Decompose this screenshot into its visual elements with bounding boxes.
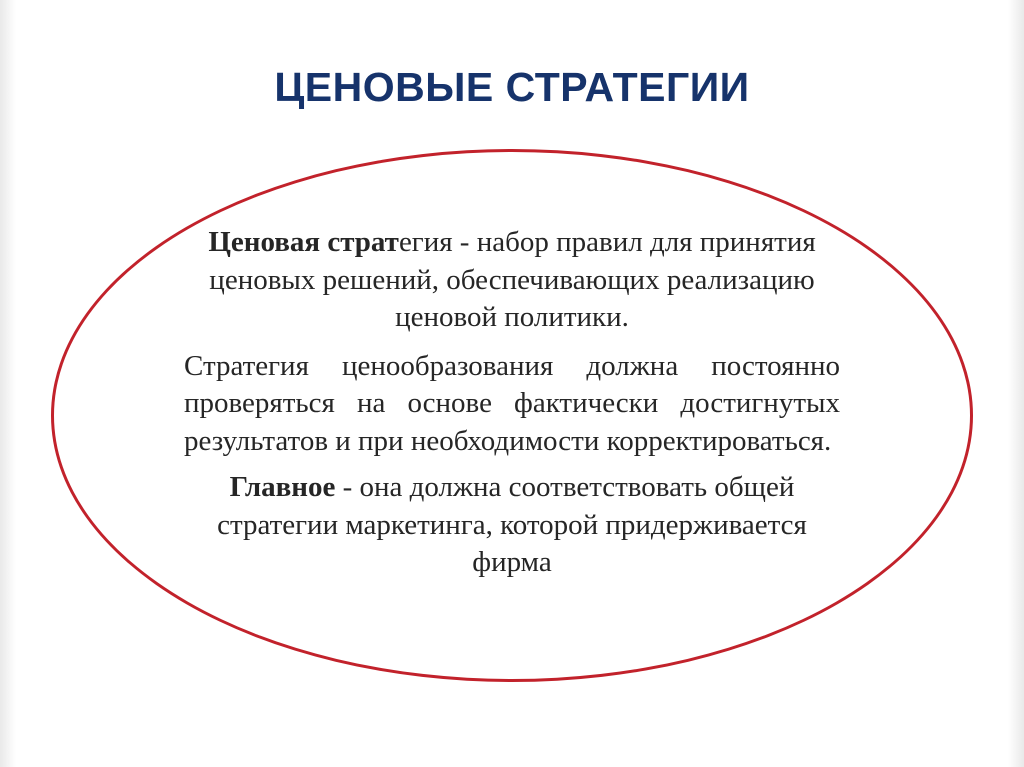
review-text: Стратегия ценообразования должна постоянно проверяться на основе фактически достигнутых результатов и при необходимости корректироваться. <box>184 349 840 457</box>
paragraph-main-point <box>184 469 840 582</box>
paragraph-definition <box>184 224 840 337</box>
definition-text: егия - набор правил для принятия ценовых решений, обеспечивающих реализацию ценовой политики. <box>209 226 816 333</box>
slide-title: ЦЕНОВЫЕ СТРАТЕГИИ <box>274 64 750 110</box>
definition-text-block <box>184 224 840 582</box>
slide-right-edge-shadow <box>1008 0 1024 767</box>
slide-left-edge-shadow <box>0 0 16 767</box>
definition-term: Ценовая страт <box>208 226 399 258</box>
main-point-term: Главное <box>229 471 336 503</box>
main-point-text: - она должна соответствовать общей стратегии маркетинга, которой придерживается фирма <box>217 471 807 578</box>
paragraph-review <box>184 348 840 461</box>
